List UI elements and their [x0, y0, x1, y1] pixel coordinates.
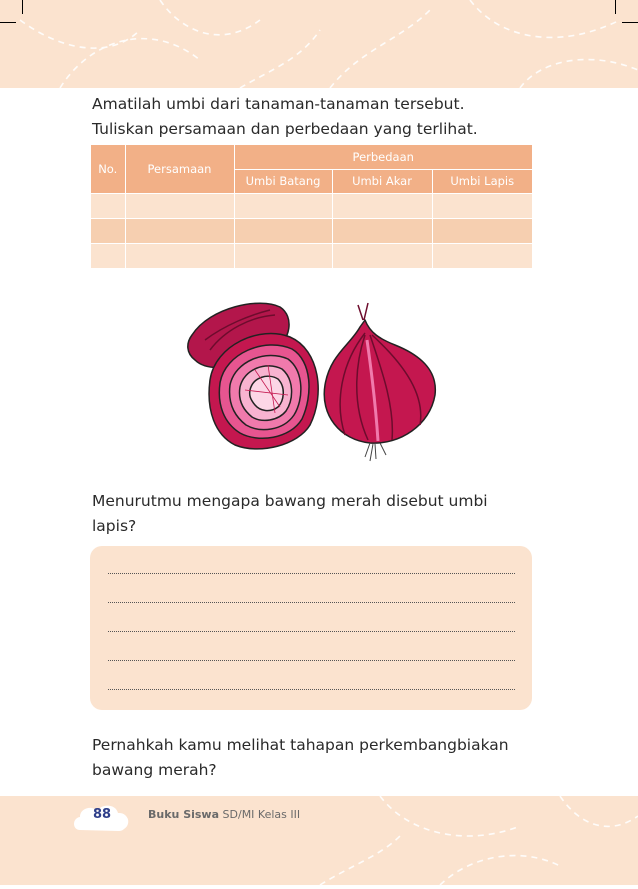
- answer-line[interactable]: [108, 660, 515, 661]
- question-1-line-1: Menurutmu mengapa bawang merah disebut umbi: [92, 492, 488, 510]
- question-2-line-2: bawang merah?: [92, 761, 217, 779]
- answer-line[interactable]: [108, 631, 515, 632]
- table-row: [91, 218, 532, 243]
- crop-mark: [22, 0, 23, 14]
- header-perbedaan: Perbedaan: [234, 145, 532, 169]
- table-cell[interactable]: [234, 243, 332, 268]
- table-cell[interactable]: [234, 193, 332, 218]
- shallot-onions-illustration: [180, 295, 445, 465]
- footer-book-info: [148, 808, 300, 821]
- header-persamaan: Persamaan: [125, 145, 234, 193]
- crop-mark: [622, 22, 638, 23]
- table-cell[interactable]: [432, 193, 532, 218]
- table-cell[interactable]: [91, 193, 125, 218]
- header-umbi-lapis: Umbi Lapis: [432, 169, 532, 193]
- table-cell[interactable]: [332, 218, 432, 243]
- footer-book-subtitle: SD/MI Kelas III: [222, 808, 301, 821]
- question-1-line-2: lapis?: [92, 517, 137, 535]
- table-cell[interactable]: [332, 243, 432, 268]
- table-cell[interactable]: [125, 218, 234, 243]
- header-umbi-akar: Umbi Akar: [332, 169, 432, 193]
- table-cell[interactable]: [125, 193, 234, 218]
- table-cell[interactable]: [332, 193, 432, 218]
- table-cell[interactable]: [91, 243, 125, 268]
- comparison-table: [91, 145, 532, 269]
- answer-box[interactable]: [90, 546, 532, 710]
- header-decoration: [0, 0, 638, 88]
- header-umbi-batang: Umbi Batang: [234, 169, 332, 193]
- dashed-pattern-decoration: [0, 0, 638, 88]
- table-row: [91, 243, 532, 268]
- table-cell[interactable]: [125, 243, 234, 268]
- question-2-line-1: Pernahkah kamu melihat tahapan perkembangbiakan: [92, 736, 509, 754]
- answer-line[interactable]: [108, 602, 515, 603]
- table-cell[interactable]: [91, 218, 125, 243]
- instructions: [92, 92, 542, 142]
- table-row: [91, 193, 532, 218]
- instruction-line-1: Amatilah umbi dari tanaman-tanaman tersebut.: [92, 95, 465, 113]
- table-cell[interactable]: [234, 218, 332, 243]
- question-2: [92, 733, 542, 783]
- table-cell[interactable]: [432, 218, 532, 243]
- crop-mark: [615, 0, 616, 14]
- header-no: No.: [91, 145, 125, 193]
- instruction-line-2: Tuliskan persamaan dan perbedaan yang terlihat.: [92, 120, 478, 138]
- crop-mark: [0, 22, 16, 23]
- answer-line[interactable]: [108, 573, 515, 574]
- answer-line[interactable]: [108, 689, 515, 690]
- footer-book-title: Buku Siswa: [148, 808, 220, 821]
- table-cell[interactable]: [432, 243, 532, 268]
- question-1: [92, 489, 542, 539]
- page-number: 88: [92, 807, 112, 822]
